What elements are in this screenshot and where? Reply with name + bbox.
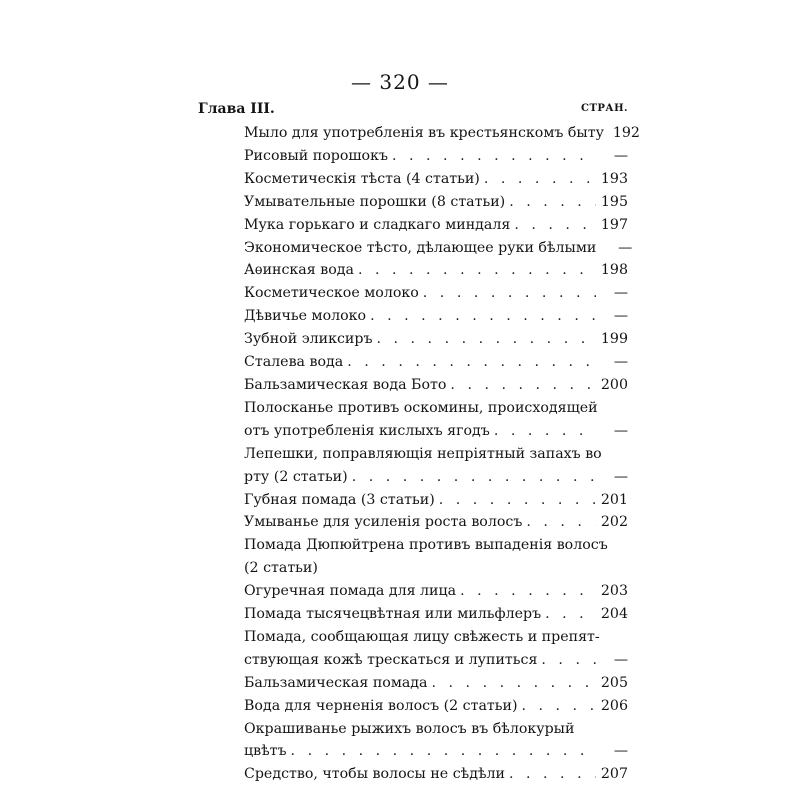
dot-leader	[432, 672, 596, 695]
table-of-contents	[244, 122, 640, 786]
toc-entry-title: (2 статьи)	[244, 560, 318, 577]
dot-leader	[352, 466, 596, 489]
toc-entry-title: Косметическое молоко	[244, 285, 419, 302]
toc-entry	[244, 191, 628, 214]
toc-entry	[244, 328, 628, 351]
toc-entry	[244, 763, 628, 786]
toc-page-number: —	[613, 651, 628, 668]
dot-leader	[526, 511, 596, 534]
toc-entry-line	[244, 397, 628, 420]
dot-leader	[392, 145, 596, 168]
toc-entry-title: Мыло для употребленія въ крестьянскомъ быту	[244, 125, 604, 141]
toc-entry	[244, 282, 628, 305]
toc-entry	[244, 214, 628, 237]
toc-page-number: —	[613, 468, 628, 485]
toc-entry-title: Умывательные порошки (8 статьи)	[244, 193, 506, 210]
toc-entry-title: Зубной эликсиръ	[244, 331, 373, 348]
toc-entry-line	[244, 191, 628, 214]
dot-leader	[522, 695, 597, 718]
toc-entry	[244, 168, 628, 191]
dot-leader	[370, 305, 596, 328]
dot-leader	[376, 328, 596, 351]
dot-leader	[484, 168, 596, 191]
dot-leader	[291, 740, 596, 763]
toc-entry-title: Дѣвичье молоко	[244, 308, 367, 325]
toc-entry-title: Помада тысячецвѣтная или мильфлеръ	[244, 606, 542, 623]
toc-entry	[244, 580, 628, 603]
toc-entry	[244, 511, 628, 534]
toc-entry	[244, 351, 628, 374]
toc-page-number: —	[613, 354, 628, 371]
toc-page-number: 207	[600, 766, 628, 783]
toc-entry-title: Лепешки, поправляющія непріятный запахъ во	[244, 445, 602, 462]
toc-entry-title: Полосканье противъ оскомины, происходящей	[244, 399, 598, 416]
toc-page-number: 205	[600, 674, 628, 691]
toc-entry-title: Бальзамическая вода Бото	[244, 376, 447, 393]
toc-entry-title: Помада Дюпюйтрена противъ выпаденія волосъ	[244, 537, 608, 554]
toc-entry	[244, 305, 628, 328]
toc-page-number: 206	[600, 697, 628, 714]
toc-entry-line	[244, 259, 628, 282]
toc-page-number: 199	[600, 331, 628, 348]
dot-leader	[545, 603, 596, 626]
toc-entry	[244, 626, 628, 672]
page-column-header: СТРАН.	[581, 103, 628, 114]
toc-entry-line	[244, 237, 633, 260]
toc-entry-line	[244, 718, 628, 741]
toc-entry-line	[244, 466, 628, 489]
toc-page-number: 204	[600, 606, 628, 623]
dot-leader	[347, 351, 596, 374]
toc-entry	[244, 259, 628, 282]
toc-entry-line	[244, 351, 628, 374]
toc-entry	[244, 443, 628, 489]
toc-entry	[244, 397, 628, 443]
toc-entry-title: Средство, чтобы волосы не сѣдѣли	[244, 766, 505, 783]
toc-entry	[244, 603, 628, 626]
toc-page-number: —	[613, 285, 628, 302]
toc-entry-line	[244, 489, 628, 512]
toc-entry	[244, 489, 628, 512]
toc-page-number: 201	[600, 491, 628, 508]
toc-page-number: —	[613, 308, 628, 325]
toc-page-number: —	[613, 147, 628, 164]
toc-entry	[244, 374, 628, 397]
toc-entry-line	[244, 374, 628, 397]
dot-leader	[541, 649, 596, 672]
dot-leader	[423, 282, 596, 305]
toc-entry-title: Губная помада (3 статьи)	[244, 491, 435, 508]
toc-page-number: 195	[600, 193, 628, 210]
toc-page-number: 193	[600, 170, 628, 187]
page-number: — 320 —	[351, 70, 449, 94]
dot-leader	[460, 580, 596, 603]
toc-entry	[244, 237, 633, 260]
toc-entry-line	[244, 214, 628, 237]
toc-entry-line	[244, 626, 628, 649]
toc-entry-line	[244, 557, 628, 580]
toc-entry-title: Помада, сообщающая лицу свѣжесть и препят-	[244, 628, 600, 645]
toc-entry-title: Мука горькаго и сладкаго миндаля	[244, 216, 511, 233]
toc-entry-title: Огуречная помада для лица	[244, 583, 457, 600]
toc-entry-line	[244, 305, 628, 328]
toc-entry-line	[244, 420, 628, 443]
toc-page-number: —	[613, 743, 628, 760]
toc-entry-title: Рисовый порошокъ	[244, 147, 388, 164]
chapter-heading: Глава III.	[198, 101, 275, 117]
toc-entry-title: Косметическія тѣста (4 статьи)	[244, 170, 480, 187]
toc-page-number: —	[613, 422, 628, 439]
toc-entry	[244, 695, 628, 718]
toc-entry-title: цвѣтъ	[244, 743, 287, 760]
toc-entry-line	[244, 168, 628, 191]
toc-entry-line	[244, 534, 628, 557]
dot-leader	[509, 191, 596, 214]
toc-page-number: 192	[612, 125, 640, 141]
toc-entry-title: Умыванье для усиленія роста волосъ	[244, 514, 523, 531]
toc-entry-line	[244, 580, 628, 603]
toc-entry-line	[244, 763, 628, 786]
toc-entry-line	[244, 282, 628, 305]
toc-page-number: 202	[600, 514, 628, 531]
toc-entry-line	[244, 649, 628, 672]
toc-page-number: 200	[600, 376, 628, 393]
toc-entry-title: Сталева вода	[244, 354, 344, 371]
toc-entry-line	[244, 328, 628, 351]
dot-leader	[494, 420, 596, 443]
toc-entry-line	[244, 672, 628, 695]
toc-entry-title: отъ употребленія кислыхъ ягодъ	[244, 422, 490, 439]
toc-page-number: 198	[600, 262, 628, 279]
toc-entry	[244, 145, 628, 168]
toc-entry-title: Экономическое тѣсто, дѣлающее руки бѣлыми	[244, 239, 597, 256]
toc-entry-line	[244, 122, 640, 145]
dot-leader	[509, 763, 596, 786]
toc-entry-title: Аѳинская вода	[244, 262, 354, 279]
toc-entry-title: Вода для черненія волосъ (2 статьи)	[244, 697, 518, 714]
toc-entry-line	[244, 145, 628, 168]
toc-entry-title: рту (2 статьи)	[244, 468, 348, 485]
dot-leader	[514, 214, 596, 237]
toc-entry	[244, 672, 628, 695]
toc-entry	[244, 534, 628, 580]
toc-page-number: 203	[600, 583, 628, 600]
dot-leader	[450, 374, 596, 397]
toc-page-number: 197	[600, 216, 628, 233]
toc-entry-title: Бальзамическая помада	[244, 674, 428, 691]
dot-leader	[439, 489, 596, 512]
dot-leader	[358, 259, 596, 282]
toc-entry-line	[244, 603, 628, 626]
toc-entry	[244, 718, 628, 764]
toc-entry-line	[244, 443, 628, 466]
toc-entry	[244, 122, 640, 145]
toc-page-number: —	[618, 239, 633, 256]
toc-entry-title: ствующая кожѣ трескаться и лупиться	[244, 651, 538, 668]
toc-entry-line	[244, 511, 628, 534]
toc-entry-line	[244, 740, 628, 763]
toc-entry-line	[244, 695, 628, 718]
toc-entry-title: Окрашиванье рыжихъ волосъ въ бѣлокурый	[244, 720, 575, 737]
